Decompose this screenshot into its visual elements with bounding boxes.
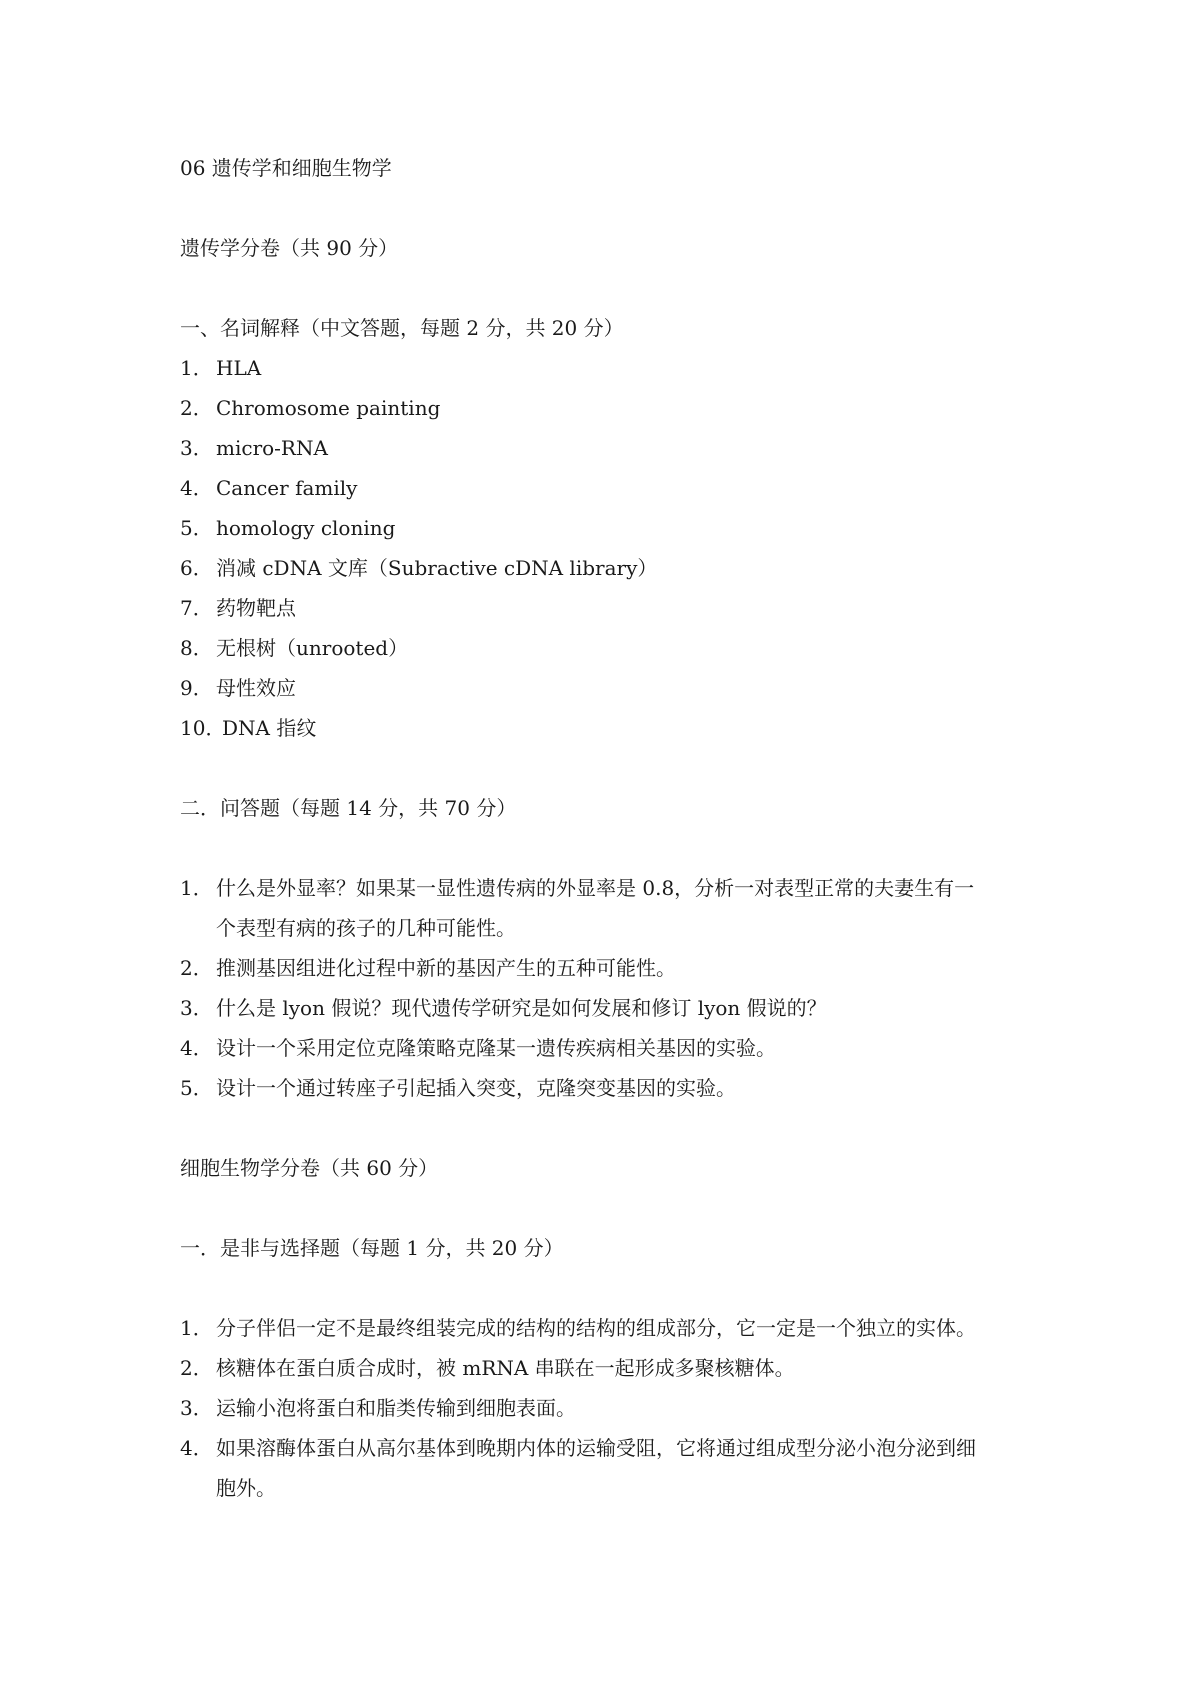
list-item (180, 434, 328, 462)
item-number: 3． (180, 996, 213, 1020)
item-text: 运输小泡将蛋白和脂类传输到细胞表面。 (216, 1396, 576, 1420)
list-item (180, 1034, 776, 1062)
item-number: 5． (180, 1076, 213, 1100)
item-number: 9． (180, 676, 213, 700)
item-number: 1． (180, 876, 213, 900)
item-number: 4． (180, 1436, 213, 1460)
item-number: 1． (180, 1316, 213, 1340)
item-number: 1． (180, 356, 213, 380)
item-text: 药物靶点 (216, 596, 296, 620)
genetics-section-heading: 遗传学分卷（共 90 分） (180, 236, 399, 260)
item-text: Chromosome painting (216, 396, 441, 420)
item-text: 核糖体在蛋白质合成时，被 mRNA 串联在一起形成多聚核糖体。 (216, 1356, 795, 1380)
item-text: 设计一个采用定位克隆策略克隆某一遗传疾病相关基因的实验。 (216, 1036, 776, 1060)
item-text: 什么是 lyon 假说？现代遗传学研究是如何发展和修订 lyon 假说的？ (216, 996, 827, 1020)
item-text: 消减 cDNA 文库（Subractive cDNA library） (216, 556, 658, 580)
list-item (180, 674, 296, 702)
list-item (180, 474, 357, 502)
item-text: 推测基因组进化过程中新的基因产生的五种可能性。 (216, 956, 676, 980)
cell-section-heading: 细胞生物学分卷（共 60 分） (180, 1156, 439, 1180)
item-number: 3． (180, 1396, 213, 1420)
item-text: HLA (216, 356, 262, 380)
item-continuation: 胞外。 (216, 1476, 276, 1500)
item-text: 无根树（unrooted） (216, 636, 409, 660)
item-text: 分子伴侣一定不是最终组装完成的结构的结构的组成部分，它一定是一个独立的实体。 (216, 1316, 976, 1340)
item-number: 7． (180, 596, 213, 620)
item-number: 2． (180, 396, 213, 420)
item-text: 设计一个通过转座子引起插入突变，克隆突变基因的实验。 (216, 1076, 736, 1100)
list-item (180, 394, 440, 422)
item-number: 6． (180, 556, 213, 580)
list-item (180, 634, 408, 662)
item-text: homology cloning (216, 516, 396, 540)
cell-part1-heading: 一．是非与选择题（每题 1 分，共 20 分） (180, 1236, 564, 1260)
genetics-part1-heading: 一、名词解释（中文答题，每题 2 分，共 20 分） (180, 316, 624, 340)
list-item (180, 514, 395, 542)
item-text: Cancer family (216, 476, 358, 500)
item-number: 2． (180, 1356, 213, 1380)
item-number: 3． (180, 436, 213, 460)
list-item (180, 554, 657, 582)
item-number: 8． (180, 636, 213, 660)
item-number: 4． (180, 476, 213, 500)
list-item (180, 994, 827, 1022)
list-item (180, 874, 974, 902)
list-item (180, 1434, 976, 1462)
list-item (180, 1394, 576, 1422)
list-item (180, 954, 676, 982)
item-text: micro-RNA (216, 436, 328, 460)
item-text: 什么是外显率？如果某一显性遗传病的外显率是 0.8，分析一对表型正常的夫妻生有一 (216, 876, 975, 900)
list-item (180, 1314, 976, 1342)
list-item (180, 1074, 736, 1102)
genetics-part2-heading: 二．问答题（每题 14 分，共 70 分） (180, 796, 517, 820)
list-item (180, 714, 316, 742)
list-item (180, 594, 296, 622)
item-number: 2． (180, 956, 213, 980)
list-item (180, 1354, 795, 1382)
item-text: 母性效应 (216, 676, 296, 700)
item-continuation: 个表型有病的孩子的几种可能性。 (216, 916, 516, 940)
item-text: 如果溶酶体蛋白从高尔基体到晚期内体的运输受阻，它将通过组成型分泌小泡分泌到细 (216, 1436, 976, 1460)
item-number: 5． (180, 516, 213, 540)
item-text: DNA 指纹 (222, 716, 317, 740)
item-number: 4． (180, 1036, 213, 1060)
item-number: 10． (180, 716, 226, 740)
document-title: 06 遗传学和细胞生物学 (180, 156, 392, 180)
list-item (180, 354, 261, 382)
